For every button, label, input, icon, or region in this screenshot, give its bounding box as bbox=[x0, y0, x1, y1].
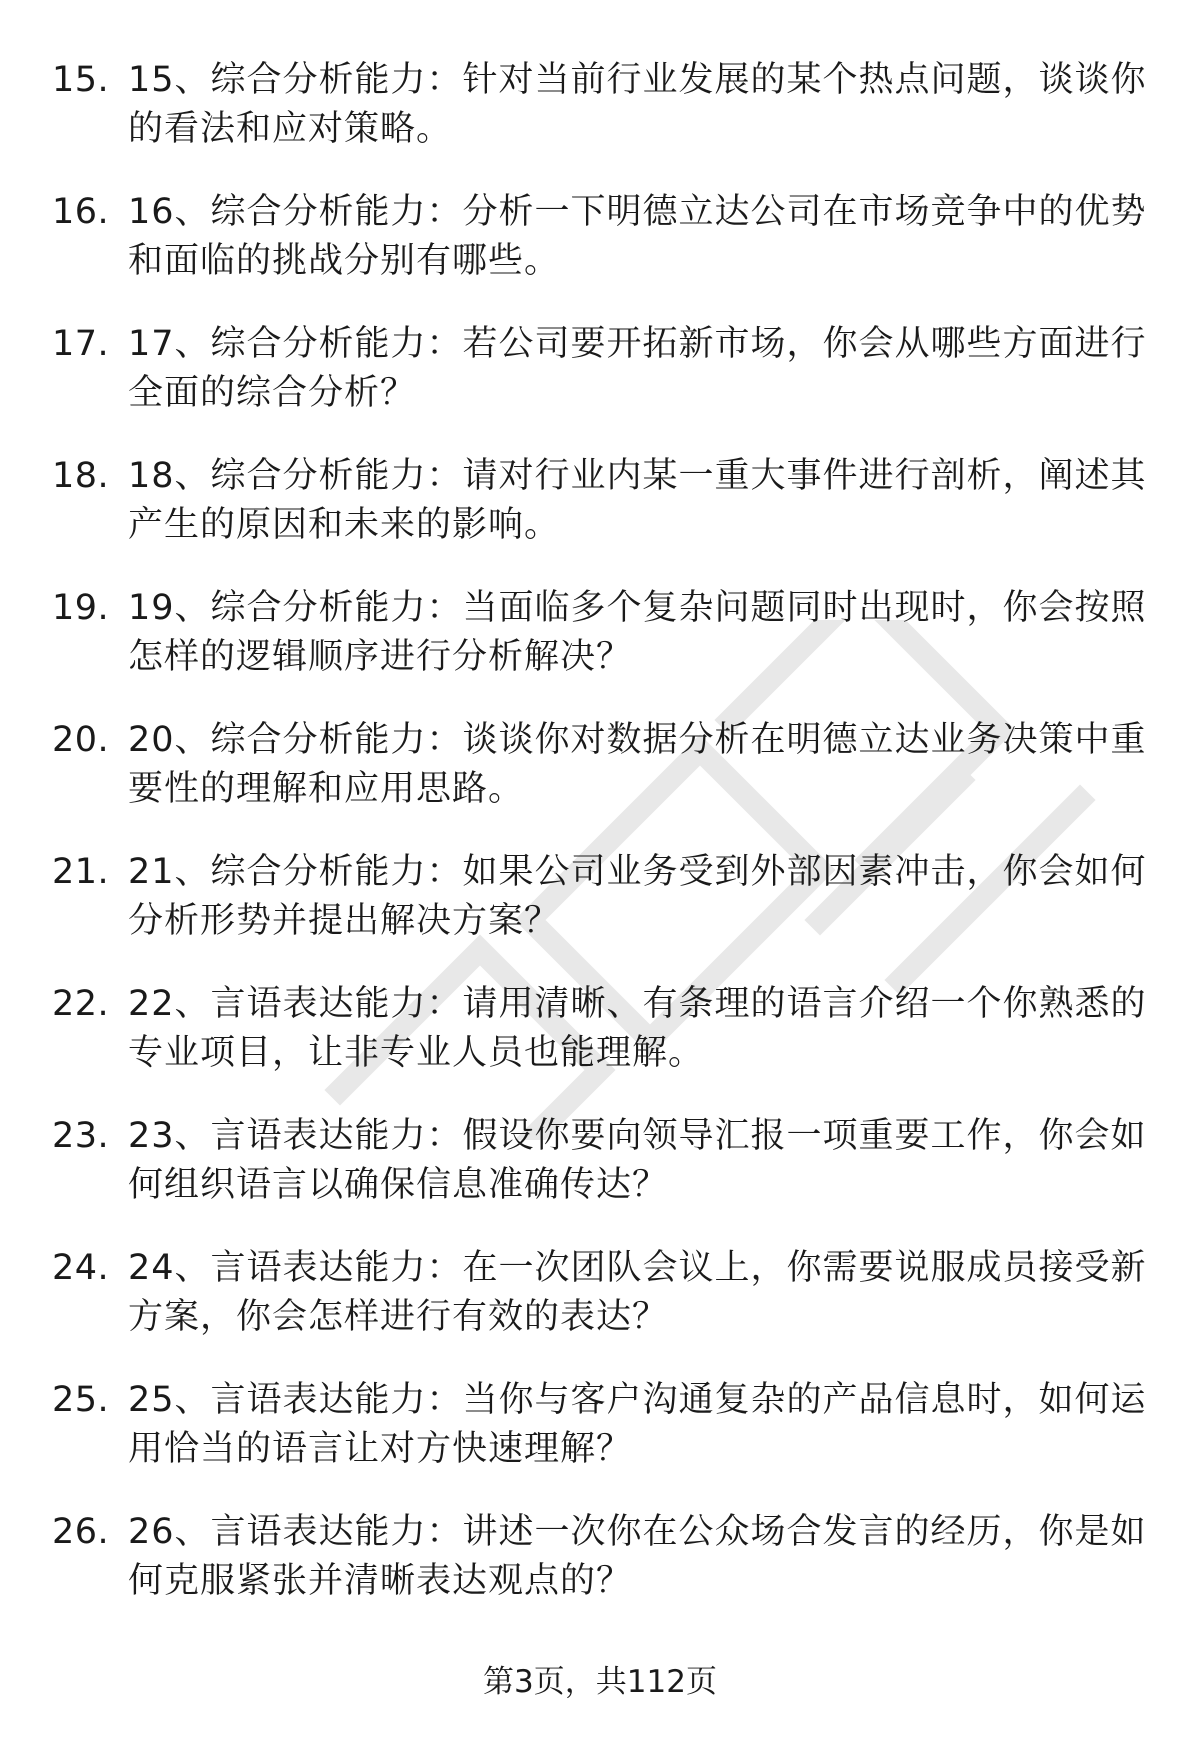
question-number: 24. bbox=[52, 1248, 110, 1288]
question-number: 16. bbox=[52, 192, 110, 232]
list-item bbox=[0, 1376, 1200, 1508]
question-number: 22. bbox=[52, 984, 110, 1024]
question-number: 15. bbox=[52, 60, 110, 100]
question-text: 25、言语表达能力：当你与客户沟通复杂的产品信息时，如何运用恰当的语言让对方快速理解？ bbox=[128, 1380, 1147, 1469]
question-text: 15、综合分析能力：针对当前行业发展的某个热点问题，谈谈你的看法和应对策略。 bbox=[128, 60, 1147, 149]
question-number: 25. bbox=[52, 1380, 110, 1420]
question-text: 26、言语表达能力：讲述一次你在公众场合发言的经历，你是如何克服紧张并清晰表达观点的？ bbox=[128, 1512, 1147, 1601]
question-number: 21. bbox=[52, 852, 110, 892]
list-item bbox=[0, 1244, 1200, 1376]
list-item bbox=[0, 1112, 1200, 1244]
list-item bbox=[0, 584, 1200, 716]
list-item bbox=[0, 1508, 1200, 1640]
list-item bbox=[0, 320, 1200, 452]
question-text: 23、言语表达能力：假设你要向领导汇报一项重要工作，你会如何组织语言以确保信息准确传达？ bbox=[128, 1116, 1147, 1205]
question-number: 26. bbox=[52, 1512, 110, 1552]
list-item bbox=[0, 716, 1200, 848]
question-text: 20、综合分析能力：谈谈你对数据分析在明德立达业务决策中重要性的理解和应用思路。 bbox=[128, 720, 1147, 809]
question-text: 18、综合分析能力：请对行业内某一重大事件进行剖析，阐述其产生的原因和未来的影响。 bbox=[128, 456, 1147, 545]
question-number: 23. bbox=[52, 1116, 110, 1156]
question-list bbox=[0, 56, 1200, 1640]
list-item bbox=[0, 980, 1200, 1112]
question-text: 22、言语表达能力：请用清晰、有条理的语言介绍一个你熟悉的专业项目，让非专业人员也能理解。 bbox=[128, 984, 1147, 1073]
list-item bbox=[0, 188, 1200, 320]
question-text: 19、综合分析能力：当面临多个复杂问题同时出现时，你会按照怎样的逻辑顺序进行分析解决？ bbox=[128, 588, 1147, 677]
question-number: 17. bbox=[52, 324, 110, 364]
question-number: 18. bbox=[52, 456, 110, 496]
question-number: 20. bbox=[52, 720, 110, 760]
page-footer: 第3页，共112页 bbox=[483, 1664, 717, 1700]
list-item bbox=[0, 56, 1200, 188]
list-item bbox=[0, 848, 1200, 980]
question-text: 16、综合分析能力：分析一下明德立达公司在市场竞争中的优势和面临的挑战分别有哪些。 bbox=[128, 192, 1147, 281]
question-number: 19. bbox=[52, 588, 110, 628]
question-text: 21、综合分析能力：如果公司业务受到外部因素冲击，你会如何分析形势并提出解决方案？ bbox=[128, 852, 1147, 941]
question-text: 24、言语表达能力：在一次团队会议上，你需要说服成员接受新方案，你会怎样进行有效的表达？ bbox=[128, 1248, 1147, 1337]
question-text: 17、综合分析能力：若公司要开拓新市场，你会从哪些方面进行全面的综合分析？ bbox=[128, 324, 1147, 413]
list-item bbox=[0, 452, 1200, 584]
